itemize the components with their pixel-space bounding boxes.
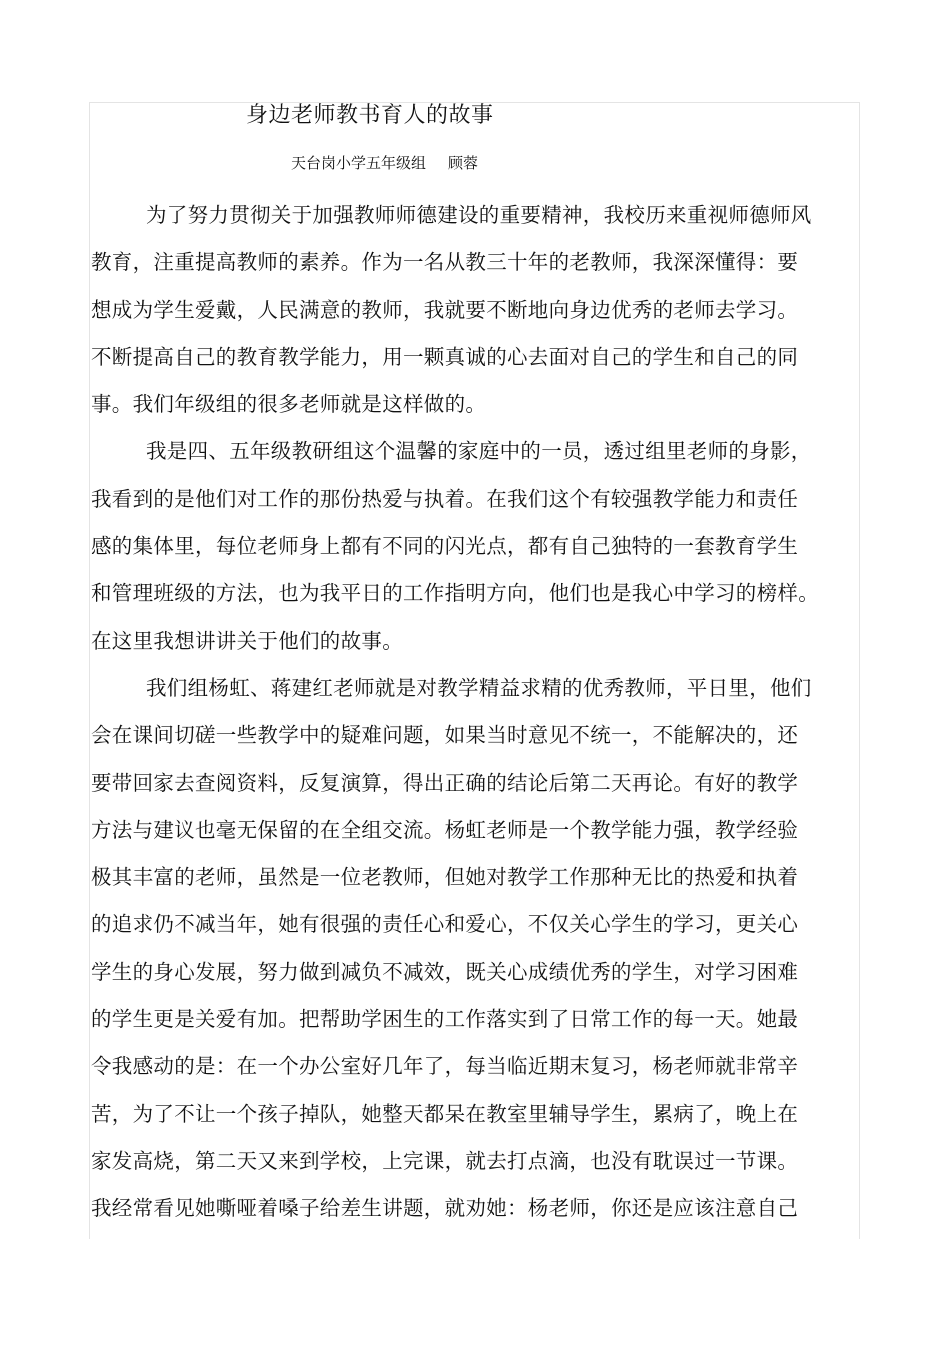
paragraph — [91, 192, 821, 428]
paragraph-line: 苦，为了不让一个孩子掉队，她整天都呆在教室里辅导学生，累病了，晚上在 — [91, 1101, 799, 1126]
paragraph-line: 教育，注重提高教师的素养。作为一名从教三十年的老教师，我深深懂得：要 — [91, 250, 799, 275]
paragraph-line: 我经常看见她嘶哑着嗓子给差生讲题，就劝她：杨老师，你还是应该注意自己 — [91, 1196, 799, 1221]
paragraph-line: 学生的身心发展，努力做到减负不减效，既关心成绩优秀的学生，对学习困难 — [91, 959, 799, 984]
paragraph-line: 极其丰富的老师，虽然是一位老教师，但她对教学工作那种无比的热爱和执着 — [91, 865, 799, 890]
paragraph-line: 要带回家去查阅资料，反复演算，得出正确的结论后第二天再论。有好的教学 — [91, 770, 799, 795]
paragraph-line: 会在课间切磋一些教学中的疑难问题，如果当时意见不统一，不能解决的，还 — [91, 723, 799, 748]
paragraph-line: 的学生更是关爱有加。把帮助学困生的工作落实到了日常工作的每一天。她最 — [91, 1007, 799, 1032]
paragraph-line: 事。我们年级组的很多老师就是这样做的。 — [91, 392, 487, 417]
paragraph-line: 我是四、五年级教研组这个温馨的家庭中的一员，透过组里老师的身影， — [146, 439, 812, 464]
document-title: 身边老师教书育人的故事 — [246, 103, 494, 128]
paragraph-line: 感的集体里，每位老师身上都有不同的闪光点，都有自己独特的一套教育学生 — [91, 534, 799, 559]
paragraph-line: 的追求仍不减当年，她有很强的责任心和爱心，不仅关心学生的学习，更关心 — [91, 912, 799, 937]
paragraph-line: 方法与建议也毫无保留的在全组交流。杨虹老师是一个教学能力强，教学经验 — [91, 817, 799, 842]
paragraph-line: 家发高烧，第二天又来到学校，上完课，就去打点滴，也没有耽误过一节课。 — [91, 1148, 799, 1173]
document-body — [91, 192, 821, 1233]
paragraph — [91, 665, 821, 1233]
paragraph — [91, 428, 821, 664]
document-byline — [291, 152, 478, 174]
paragraph-line: 不断提高自己的教育教学能力，用一颗真诚的心去面对自己的学生和自己的同 — [91, 344, 799, 369]
paragraph-line: 和管理班级的方法，也为我平日的工作指明方向，他们也是我心中学习的榜样。 — [91, 581, 819, 606]
byline-author: 顾蓉 — [448, 154, 479, 172]
paragraph-line: 在这里我想讲讲关于他们的故事。 — [91, 628, 403, 653]
paragraph-line: 想成为学生爱戴，人民满意的教师，我就要不断地向身边优秀的老师去学习。 — [91, 297, 799, 322]
paragraph-line: 我们组杨虹、蒋建红老师就是对教学精益求精的优秀教师，平日里，他们 — [146, 675, 812, 700]
byline-organization: 天台岗小学五年级组 — [291, 154, 427, 172]
paragraph-line: 令我感动的是：在一个办公室好几年了，每当临近期末复习，杨老师就非常辛 — [91, 1054, 799, 1079]
paragraph-line: 为了努力贯彻关于加强教师师德建设的重要精神，我校历来重视师德师风 — [146, 203, 812, 227]
paragraph-line: 我看到的是他们对工作的那份热爱与执着。在我们这个有较强教学能力和责任 — [91, 486, 799, 511]
